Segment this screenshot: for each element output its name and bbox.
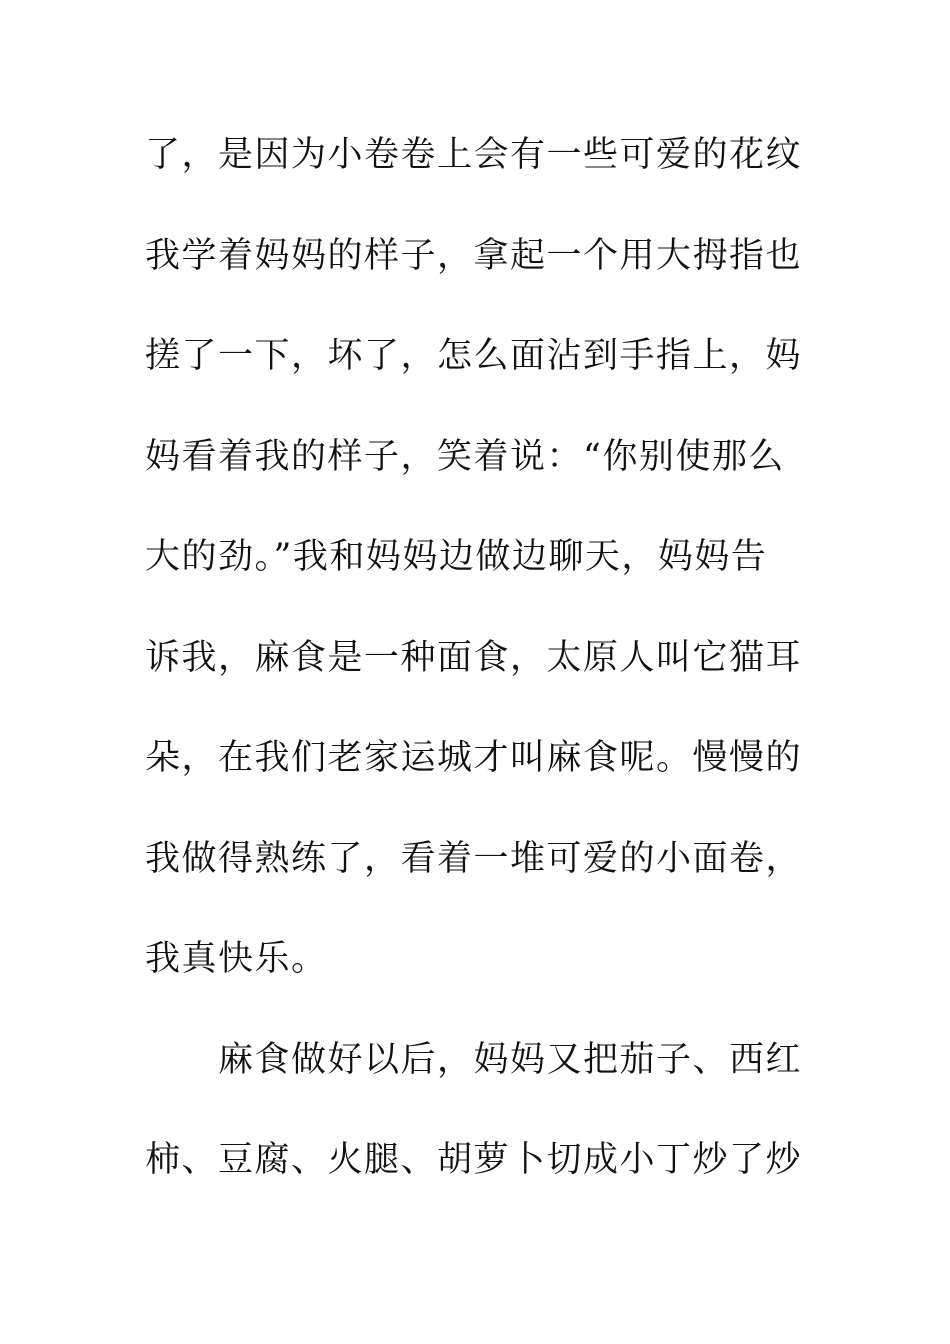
text-line: 大的劲。”我和妈妈边做边聊天，妈妈告 — [145, 537, 768, 577]
text-line: 搓了一下，坏了，怎么面沾到手指上，妈 — [145, 336, 803, 376]
text-line: 诉我，麻食是一种面食，太原人叫它猫耳 — [145, 637, 803, 678]
paragraph-start-line: 麻食做好以后，妈妈又把茄子、西红 — [218, 1039, 803, 1080]
text-line: 柿、豆腐、火腿、胡萝卜切成小丁炒了炒 — [145, 1140, 803, 1180]
text-line: 了，是因为小卷卷上会有一些可爱的花纹 — [145, 135, 803, 175]
text-line: 我做得熟练了，看着一堆可爱的小面卷， — [145, 838, 803, 879]
body-text — [145, 127, 810, 1233]
text-line: 妈看着我的样子，笑着说：“你别使那么 — [145, 436, 785, 477]
text-line: 朵，在我们老家运城才叫麻食呢。慢慢的 — [145, 738, 803, 778]
text-line: 我学着妈妈的样子，拿起一个用大拇指也 — [145, 235, 803, 276]
text-line: 我真快乐。 — [145, 939, 328, 979]
